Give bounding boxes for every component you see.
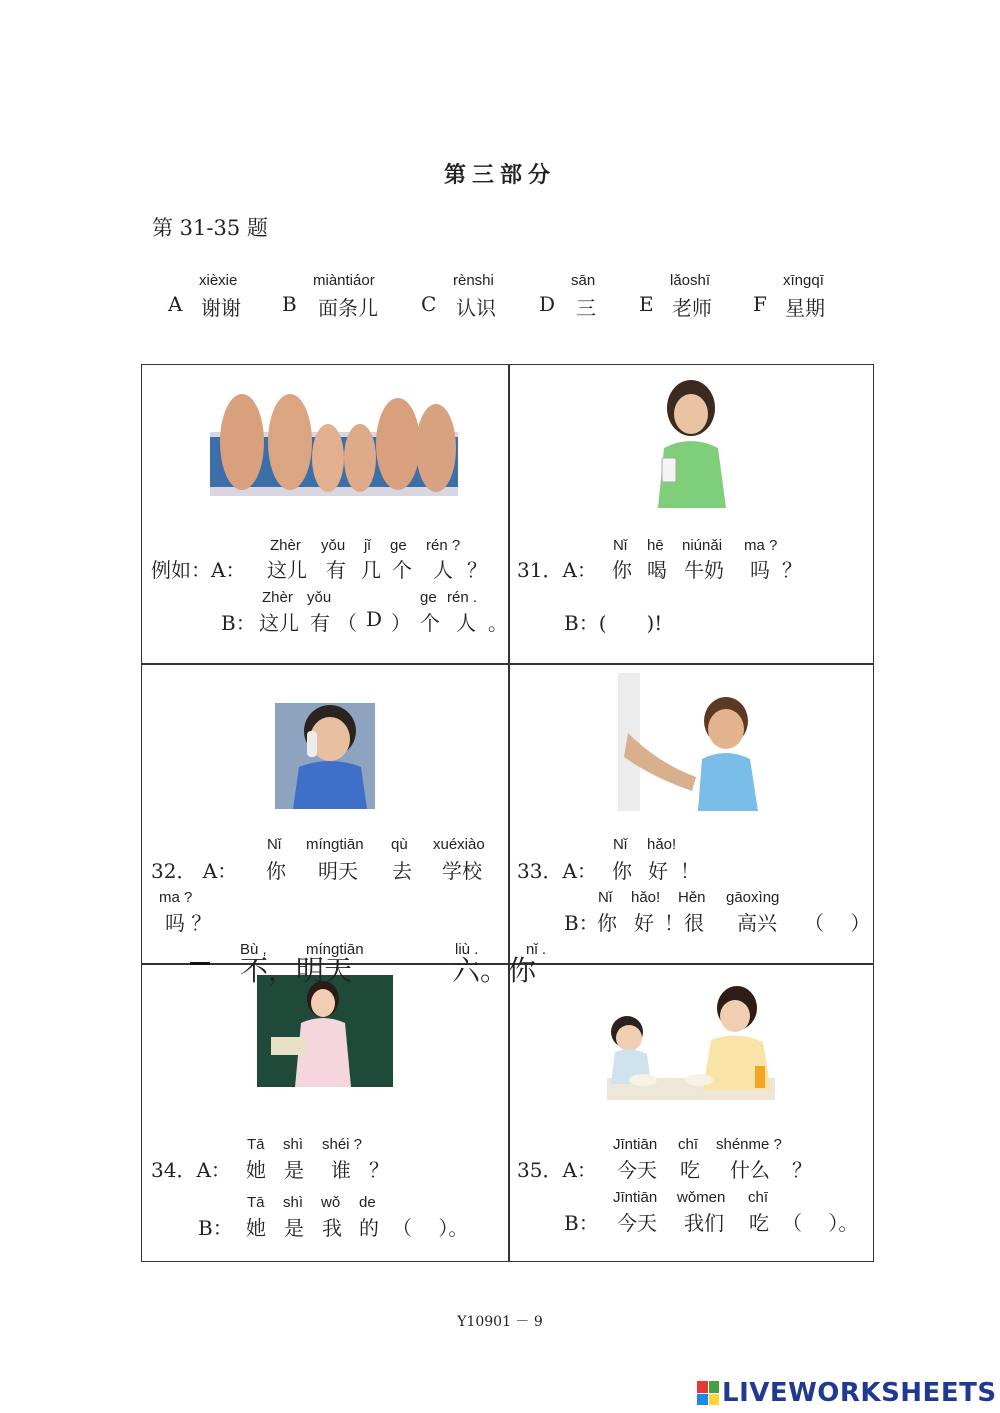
q31-b-answer-blank[interactable]: B：( )! <box>564 611 663 635</box>
example-b-label: B： <box>221 611 256 635</box>
q31-a-pinyin-3: niúnǎi <box>682 537 723 554</box>
example-a-pinyin-2: yǒu <box>321 537 346 554</box>
q35-a-hanzi-2: 吃 <box>680 1158 700 1182</box>
q35-a-hanzi-3: 什么 <box>730 1158 770 1182</box>
option-c-hanzi: 认识 <box>456 296 496 320</box>
q34-a-pinyin-3: shéi ? <box>322 1136 363 1153</box>
q33-b-hanzi-4: 高兴 <box>737 911 777 935</box>
q32-a-pinyin-3: qù <box>391 836 408 853</box>
q32-label: 32． A： <box>151 859 238 883</box>
q35-b-hanzi-3: 吃 <box>749 1211 769 1235</box>
option-f-hanzi: 星期 <box>785 296 825 320</box>
q34-a-hanzi-3: 谁 <box>331 1158 351 1182</box>
example-a-pinyin-4: ge <box>390 537 407 554</box>
q35-b-pinyin-1: Jīntiān <box>613 1189 658 1206</box>
q34-b-hanzi-4: 的 <box>359 1216 379 1240</box>
q32-b-pinyin-4: nǐ . <box>526 941 547 958</box>
example-a-hanzi-2: 有 <box>326 558 346 582</box>
q33-a-hanzi-3: ！ <box>680 859 700 883</box>
q33-b-pinyin-3: Hěn <box>678 889 706 906</box>
q32-b-pinyin-2: míngtiān <box>306 941 364 958</box>
option-b-hanzi: 面条儿 <box>318 296 378 320</box>
brand-mark-icon <box>697 1381 719 1405</box>
option-d-pinyin: sān <box>571 272 596 289</box>
q31-a-hanzi-4: 吗 <box>750 558 770 582</box>
example-b-hanzi-2: 有 <box>310 611 330 635</box>
q34-a-hanzi-4: ？ <box>369 1158 389 1182</box>
q32-b-handwritten-2: 六。你 <box>452 954 537 987</box>
example-b-hanzi-3: （ <box>337 611 357 635</box>
q34-b-hanzi-3: 我 <box>322 1216 342 1240</box>
girl-milk-image <box>646 378 736 508</box>
q34-a-pinyin-1: Tā <box>247 1136 265 1153</box>
example-a-hanzi-1: 这儿 <box>267 558 307 582</box>
grid-vertical-divider <box>508 364 510 1262</box>
q32-b-handwritten-1: 不，明天 <box>240 954 353 987</box>
q35-a-pinyin-2: chī <box>678 1136 699 1153</box>
q33-b-pinyin-2: hǎo! <box>631 889 661 906</box>
q34-a-hanzi-1: 她 <box>246 1158 266 1182</box>
q31-a-hanzi-5: ？ <box>782 558 802 582</box>
example-b-pinyin-1: Zhèr <box>262 589 293 606</box>
q34-b-label: B： <box>198 1216 233 1240</box>
example-b-answer: D <box>366 607 383 631</box>
example-b-hanzi-5: ） <box>391 611 411 635</box>
q32-a-pinyin-2: míngtiān <box>306 836 364 853</box>
q33-b-pinyin-1: Nǐ <box>598 889 613 906</box>
option-f-pinyin: xīngqī <box>783 272 824 289</box>
q31-a-pinyin-1: Nǐ <box>613 537 628 554</box>
example-label: 例如：A： <box>151 558 246 582</box>
q35-b-label: B： <box>564 1211 599 1235</box>
page-code: Y10901 － 9 <box>457 1314 543 1330</box>
q32-a-pinyin-4: xuéxiào <box>433 836 485 853</box>
question-range: 第 31-35 题 <box>152 216 268 240</box>
option-f-letter: F <box>753 292 767 316</box>
grid-row-divider-1 <box>141 663 874 665</box>
brand-logo <box>697 1378 997 1408</box>
q34-b-pinyin-4: de <box>359 1194 376 1211</box>
q31-a-hanzi-3: 牛奶 <box>684 558 724 582</box>
q33-b-hanzi-3: ！很 <box>664 911 704 935</box>
q35-b-pinyin-2: wǒmen <box>677 1189 726 1206</box>
q33-b-answer-blank[interactable]: （ ） <box>804 911 871 935</box>
option-d-hanzi: 三 <box>576 296 596 320</box>
option-a-letter: A <box>168 292 183 316</box>
example-a-hanzi-4: 个 <box>392 558 412 582</box>
q32-a-hanzi-1: 你 <box>266 859 286 883</box>
example-b-hanzi-6: 个 <box>420 611 440 635</box>
q32-b-pinyin-1: Bù , <box>240 941 267 958</box>
q31-label: 31．A： <box>517 558 597 582</box>
q33-b-label: B： <box>564 911 599 935</box>
q33-b-hanzi-2: 好 <box>634 911 654 935</box>
option-a-hanzi: 谢谢 <box>201 296 241 320</box>
mother-child-eating-image <box>607 980 775 1100</box>
q34-label: 34．A： <box>151 1158 231 1182</box>
q33-label: 33．A： <box>517 859 597 883</box>
q32-ma-pinyin: ma ? <box>159 889 193 906</box>
option-c-pinyin: rènshi <box>453 272 494 289</box>
example-b-hanzi-7: 人 <box>456 611 476 635</box>
example-b-hanzi-8: 。 <box>488 611 508 635</box>
option-e-hanzi: 老师 <box>672 296 712 320</box>
q33-b-hanzi-1: 你 <box>597 911 617 935</box>
q33-b-pinyin-4: gāoxìng <box>726 889 780 906</box>
example-a-hanzi-5: 人 <box>433 558 453 582</box>
section-title: 第三部分 <box>443 162 556 188</box>
q34-b-hanzi-1: 她 <box>246 1216 266 1240</box>
q34-a-pinyin-2: shì <box>283 1136 304 1153</box>
q34-b-pinyin-3: wǒ <box>321 1194 341 1211</box>
example-b-hanzi-1: 这儿 <box>259 611 299 635</box>
q35-a-hanzi-4: ？ <box>792 1158 812 1182</box>
q34-b-answer-blank[interactable]: （ ）。 <box>392 1216 469 1240</box>
q35-a-pinyin-3: shénme ? <box>716 1136 782 1153</box>
q35-b-answer-blank[interactable]: （ ）。 <box>782 1211 859 1235</box>
q35-label: 35．A： <box>517 1158 597 1182</box>
q31-a-hanzi-1: 你 <box>612 558 632 582</box>
feet-image <box>210 392 458 496</box>
option-a-pinyin: xièxie <box>199 272 238 289</box>
q35-a-pinyin-1: Jīntiān <box>613 1136 658 1153</box>
example-b-pinyin-3: ge <box>420 589 437 606</box>
brand-name: LIVEWORKSHEETS <box>722 1378 997 1408</box>
q34-b-hanzi-2: 是 <box>284 1216 304 1240</box>
option-b-pinyin: miàntiáor <box>313 272 375 289</box>
q32-a-pinyin-1: Nǐ <box>267 836 282 853</box>
option-b-letter: B <box>282 292 297 316</box>
q33-a-hanzi-1: 你 <box>612 859 632 883</box>
q32-b-pinyin-3: liù . <box>455 941 479 958</box>
q31-a-pinyin-4: ma ? <box>744 537 778 554</box>
option-e-pinyin: lǎoshī <box>670 272 711 289</box>
q34-b-pinyin-1: Tā <box>247 1194 265 1211</box>
q32-a-hanzi-2: 明天 <box>318 859 358 883</box>
q32-a-hanzi-3: 去 <box>392 859 412 883</box>
boy-handshake-image <box>618 673 764 811</box>
example-a-hanzi-6: ？ <box>467 558 487 582</box>
boy-phone-image <box>275 703 375 809</box>
example-b-pinyin-2: yǒu <box>307 589 332 606</box>
q35-a-hanzi-1: 今天 <box>617 1158 657 1182</box>
q33-a-hanzi-2: 好 <box>648 859 668 883</box>
q32-b-dash-mark <box>190 962 210 965</box>
q32-a-hanzi-4: 学校 <box>442 859 482 883</box>
q35-b-pinyin-3: chī <box>748 1189 769 1206</box>
q33-a-pinyin-1: Nǐ <box>613 836 628 853</box>
q31-a-pinyin-2: hē <box>647 537 664 554</box>
example-b-pinyin-4: rén . <box>447 589 478 606</box>
option-e-letter: E <box>639 292 654 316</box>
q35-b-hanzi-2: 我们 <box>684 1211 724 1235</box>
example-a-pinyin-5: rén ? <box>426 537 461 554</box>
q35-b-hanzi-1: 今天 <box>617 1211 657 1235</box>
option-d-letter: D <box>539 292 556 316</box>
q31-a-hanzi-2: 喝 <box>647 558 667 582</box>
example-a-pinyin-3: jǐ <box>364 537 371 554</box>
option-c-letter: C <box>421 292 437 316</box>
example-a-hanzi-3: 几 <box>361 558 381 582</box>
q34-a-hanzi-2: 是 <box>284 1158 304 1182</box>
q34-b-pinyin-2: shì <box>283 1194 304 1211</box>
teacher-image <box>257 975 393 1087</box>
q32-ma-hanzi: 吗 ？ <box>165 911 212 935</box>
q33-a-pinyin-2: hǎo! <box>647 836 677 853</box>
example-a-pinyin-1: Zhèr <box>270 537 301 554</box>
